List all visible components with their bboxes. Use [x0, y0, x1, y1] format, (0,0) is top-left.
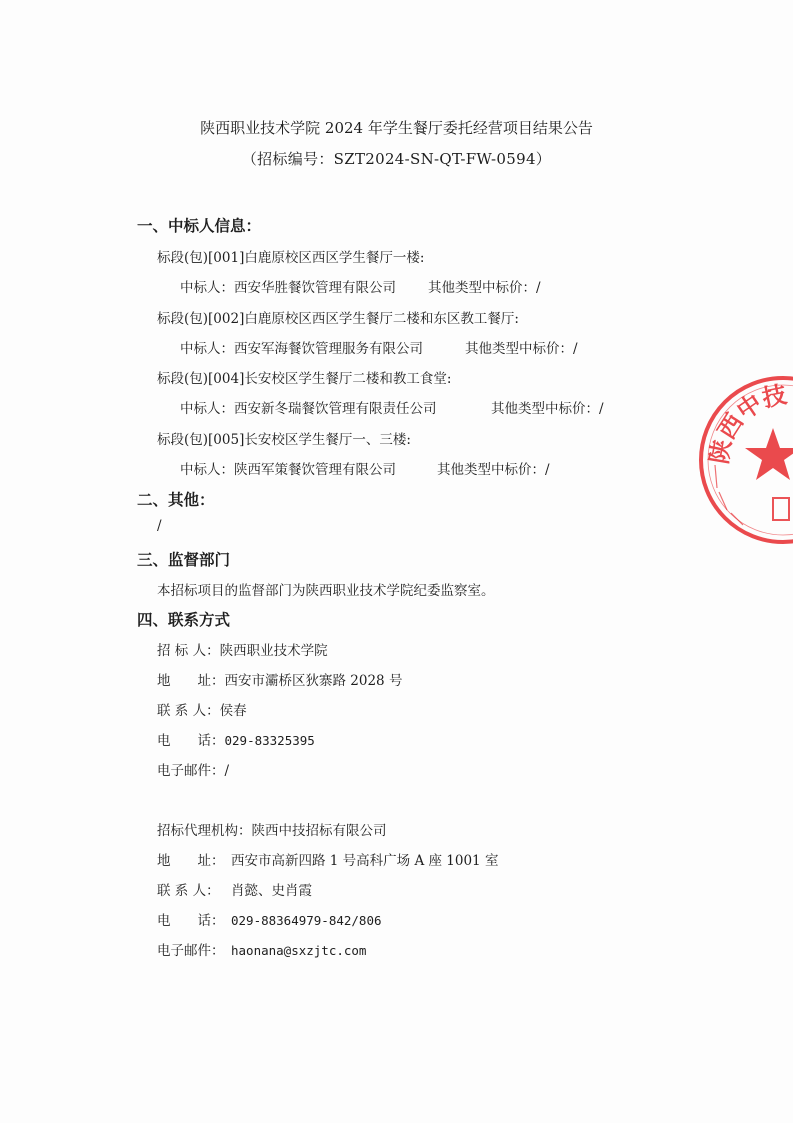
agency-address: 西安市高新四路 1 号高科广场 A 座 1001 室	[231, 853, 499, 869]
agency-email-label: 电子邮件：	[157, 943, 225, 959]
seal-text: 陕西中技	[704, 379, 789, 466]
tenderer-phone: 029-83325395	[224, 733, 315, 748]
lot-001-winner: 中标人：西安华胜餐饮管理有限公司	[180, 280, 396, 296]
agency-contact-row	[157, 879, 312, 899]
lot-004-price: 其他类型中标价：/	[491, 401, 604, 417]
tenderer-address-row	[157, 669, 402, 689]
official-seal	[693, 370, 793, 550]
agency-phone-label: 电 话：	[157, 913, 225, 929]
lot-005-label: 标段(包)[005]长安校区学生餐厅一、三楼:	[157, 432, 411, 448]
lot-002-winner: 中标人：西安军海餐饮管理服务有限公司	[180, 341, 423, 357]
lot-002-label: 标段(包)[002]白鹿原校区西区学生餐厅二楼和东区教工餐厅:	[157, 311, 519, 327]
agency-phone: 029-88364979-842/806	[231, 913, 382, 928]
seal-micro-text-icon	[715, 465, 743, 525]
lot-001-label: 标段(包)[001]白鹿原校区西区学生餐厅一楼:	[157, 250, 425, 266]
tenderer-email-label: 电子邮件：	[157, 763, 225, 779]
section-supervision-heading: 三、监督部门	[137, 551, 231, 569]
agency-address-label: 地 址：	[157, 853, 225, 869]
lot-001-price: 其他类型中标价：/	[428, 280, 541, 296]
section-other-text: /	[157, 518, 162, 534]
section-contact-heading: 四、联系方式	[137, 611, 231, 629]
tenderer-name-row	[157, 639, 328, 659]
agency-email: haonana@sxzjtc.com	[231, 943, 367, 958]
document-title: 陕西职业技术学院 2024 年学生餐厅委托经营项目结果公告	[200, 119, 593, 137]
lot-005-price: 其他类型中标价：/	[437, 462, 550, 478]
section-other-heading: 二、其他：	[137, 491, 215, 509]
lot-005-winner: 中标人：陕西军策餐饮管理有限公司	[180, 462, 396, 478]
agency-name: 陕西中技招标有限公司	[251, 823, 387, 839]
agency-contact-label: 联 系 人：	[157, 883, 220, 899]
tenderer-contact-label: 联 系 人：	[157, 703, 220, 719]
agency-address-row	[157, 849, 498, 869]
tenderer-name: 陕西职业技术学院	[219, 643, 328, 659]
tenderer-phone-row	[157, 729, 315, 749]
tenderer-email: /	[224, 763, 230, 779]
agency-contact: 肖懿、史肖霞	[231, 883, 312, 899]
lot-004-label: 标段(包)[004]长安校区学生餐厅二楼和教工食堂:	[157, 371, 452, 387]
agency-name-row	[157, 819, 387, 839]
tenderer-phone-label: 电 话：	[157, 733, 225, 749]
agency-name-label: 招标代理机构：	[157, 823, 252, 839]
seal-star-icon	[745, 428, 793, 480]
agency-phone-row	[157, 909, 382, 929]
tenderer-address-label: 地 址：	[157, 673, 225, 689]
section-winner-heading: 一、中标人信息：	[137, 217, 262, 235]
section-supervision-text: 本招标项目的监督部门为陕西职业技术学院纪委监察室。	[157, 583, 495, 599]
lot-002-price: 其他类型中标价：/	[465, 341, 578, 357]
lot-004-winner: 中标人：西安新冬瑞餐饮管理有限责任公司	[180, 401, 437, 417]
tenderer-contact: 侯春	[219, 703, 247, 719]
tender-number: （招标编号：SZT2024-SN-QT-FW-0594）	[241, 150, 552, 168]
tenderer-contact-row	[157, 699, 247, 719]
tenderer-email-row	[157, 759, 229, 779]
tenderer-name-label: 招 标 人：	[157, 643, 220, 659]
tenderer-address: 西安市灞桥区狄寨路 2028 号	[224, 673, 403, 689]
agency-email-row	[157, 939, 366, 959]
